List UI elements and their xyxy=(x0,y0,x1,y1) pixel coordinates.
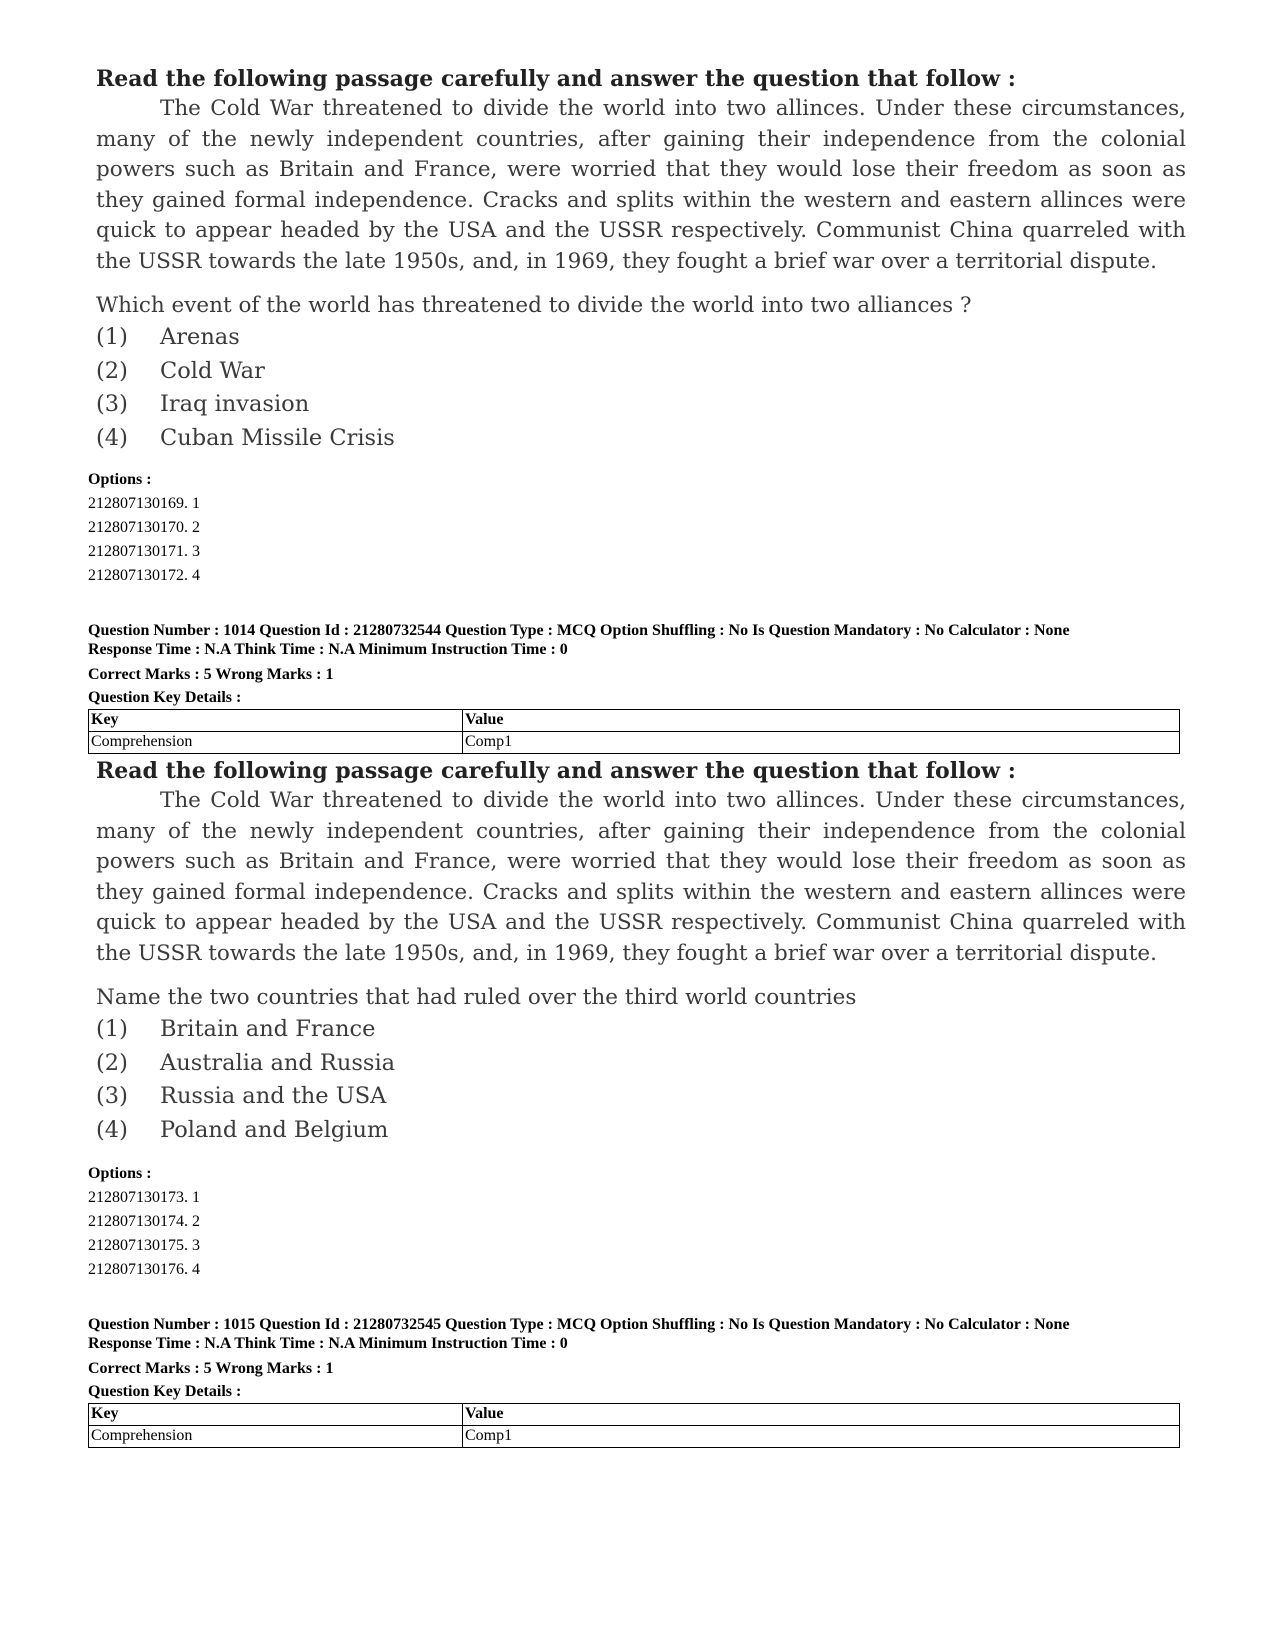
key-value-table xyxy=(88,709,1180,754)
question-info-line: Question Number : 1015 Question Id : 21280732545 Question Type : MCQ Option Shuffling : No Is Question Mandatory : No Calculator : None xyxy=(88,1316,1070,1333)
passage-text: The Cold War threatened to divide the world into two allinces. Under these circumstances, many of the newly independent countries, after gaining their independence from the colonial powers such as Britain and France, were worried that they would lose their freedom as soon as they gained formal independence. Cracks and splits within the western and eastern allinces were quick to appear headed by the USA and the USSR respectively. Communist China quarreled with the USSR towards the late 1950s, and, in 1969, they fought a brief war over a territorial dispute. xyxy=(96,788,1186,966)
passage-image-2 xyxy=(96,756,1186,1147)
choice-item: (4) Cuban Missile Crisis xyxy=(96,424,395,451)
question-info-line: Question Number : 1014 Question Id : 21280732544 Question Type : MCQ Option Shuffling : No Is Question Mandatory : No Calculator : None xyxy=(88,622,1070,639)
question-header xyxy=(88,621,1188,709)
key-value-table xyxy=(88,1403,1180,1448)
option-id: 212807130170. 2 xyxy=(88,519,200,536)
passage-heading: Read the following passage carefully and answer the question that follow : xyxy=(96,66,1016,92)
choice-item: (4) Poland and Belgium xyxy=(96,1116,389,1143)
choice-item: (3) Iraq invasion xyxy=(96,391,310,417)
passage-heading: Read the following passage carefully and answer the question that follow : xyxy=(96,758,1016,784)
passage-text: The Cold War threatened to divide the world into two allinces. Under these circumstances, many of the newly independent countries, after gaining their independence from the colonial powers such as Britain and France, were worried that they would lose their freedom as soon as they gained formal independence. Cracks and splits within the western and eastern allinces were quick to appear headed by the USA and the USSR respectively. Communist China quarreled with the USSR towards the late 1950s, and, in 1969, they fought a brief war over a territorial dispute. xyxy=(96,96,1186,274)
option-id: 212807130169. 1 xyxy=(88,495,200,512)
question-info-line: Response Time : N.A Think Time : N.A Minimum Instruction Time : 0 xyxy=(88,1335,568,1352)
table-header-key: Key xyxy=(89,710,463,732)
question-header xyxy=(88,1315,1188,1403)
options-list xyxy=(88,1162,1188,1282)
key-details-label: Question Key Details : xyxy=(88,689,242,706)
choice-item: (2) Australia and Russia xyxy=(96,1049,396,1076)
passage-image-1 xyxy=(96,64,1186,455)
option-id: 212807130176. 4 xyxy=(88,1261,200,1278)
choice-item: (3) Russia and the USA xyxy=(96,1083,387,1109)
option-id: 212807130172. 4 xyxy=(88,567,200,584)
table-cell-key: Comprehension xyxy=(89,732,463,754)
table-header-value: Value xyxy=(463,1404,1180,1426)
table-cell-value: Comp1 xyxy=(463,732,1180,754)
options-label: Options : xyxy=(88,1165,152,1182)
question-text: Which event of the world has threatened to divide the world into two alliances ? xyxy=(96,293,972,318)
options-label: Options : xyxy=(88,471,152,488)
table-header-value: Value xyxy=(463,710,1180,732)
option-id: 212807130175. 3 xyxy=(88,1237,200,1254)
question-text: Name the two countries that had ruled over the third world countries xyxy=(96,985,857,1010)
table-cell-value: Comp1 xyxy=(463,1426,1180,1448)
choice-item: (1) Britain and France xyxy=(96,1016,376,1042)
choice-item: (1) Arenas xyxy=(96,324,240,350)
option-id: 212807130174. 2 xyxy=(88,1213,200,1230)
options-list xyxy=(88,468,1188,588)
option-id: 212807130173. 1 xyxy=(88,1189,200,1206)
table-cell-key: Comprehension xyxy=(89,1426,463,1448)
option-id: 212807130171. 3 xyxy=(88,543,200,560)
table-header-key: Key xyxy=(89,1404,463,1426)
choice-item: (2) Cold War xyxy=(96,357,265,384)
key-details-label: Question Key Details : xyxy=(88,1383,242,1400)
question-info-line: Response Time : N.A Think Time : N.A Minimum Instruction Time : 0 xyxy=(88,641,568,658)
marks-line: Correct Marks : 5 Wrong Marks : 1 xyxy=(88,1360,334,1377)
marks-line: Correct Marks : 5 Wrong Marks : 1 xyxy=(88,666,334,683)
